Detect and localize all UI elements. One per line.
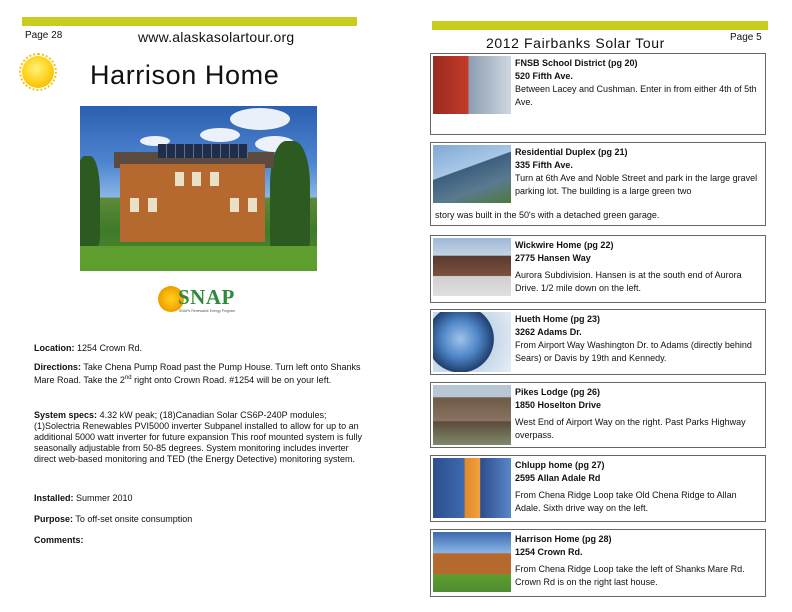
- school-photo: [433, 56, 511, 114]
- stop-address: 1850 Hoselton Drive: [515, 400, 602, 410]
- stop-address: 335 Fifth Ave.: [515, 160, 573, 170]
- stop-directions: From Airport Way Washington Dr. to Adams (directly behind Sears) or Davis by 19th and Kennedy.: [515, 340, 752, 363]
- stop-name: FNSB School District (pg 20): [515, 58, 638, 68]
- stop-address: 520 Fifth Ave.: [515, 71, 573, 81]
- stop-directions: Turn at 6th Ave and Noble Street and park in the large gravel parking lot. The building is a large green two: [515, 173, 758, 196]
- stop-directions-continued: story was built in the 50's with a detached green garage.: [435, 210, 660, 220]
- snap-logo: [158, 286, 248, 318]
- stop-name: Hueth Home (pg 23): [515, 314, 601, 324]
- hueth-photo: [433, 312, 511, 372]
- stop-name: Wickwire Home (pg 22): [515, 240, 614, 250]
- directions-sup: nd: [124, 375, 132, 381]
- directions-label: Directions:: [34, 362, 82, 372]
- left-page-number: Page 28: [25, 30, 63, 41]
- chlupp-photo: [433, 458, 511, 518]
- installed-label: Installed:: [34, 493, 74, 503]
- snap-logo-tagline: SNAPs Renewable Energy Program: [179, 309, 236, 313]
- snap-logo-text: SNAP: [178, 285, 235, 309]
- stop-address: 2595 Allan Adale Rd: [515, 473, 601, 483]
- stop-directions: West End of Airport Way on the right. Past Parks Highway overpass.: [515, 417, 746, 440]
- stop-address: 3262 Adams Dr.: [515, 327, 582, 337]
- house-photo: [80, 106, 317, 271]
- tour-stop-card[interactable]: [430, 309, 766, 375]
- left-accent-bar: [22, 17, 357, 26]
- stop-directions: From Chena Ridge Loop take the left of Shanks Mare Rd. Crown Rd is on the right last house.: [515, 564, 745, 587]
- right-accent-bar: [432, 21, 768, 30]
- purpose-value: To off-set onsite consumption: [75, 514, 193, 524]
- stop-directions: Between Lacey and Cushman. Enter in from either 4th of 5th Ave.: [515, 84, 757, 107]
- system-specs-label: System specs:: [34, 410, 98, 420]
- duplex-photo: [433, 145, 511, 203]
- pikes-lodge-photo: [433, 385, 511, 445]
- stop-name: Chlupp home (pg 27): [515, 460, 605, 470]
- tour-stop-card[interactable]: [430, 53, 766, 135]
- location-row: [34, 343, 364, 354]
- right-page-number: Page 5: [730, 32, 762, 43]
- tour-stop-card[interactable]: [430, 455, 766, 522]
- comments-row: [34, 535, 364, 546]
- tour-stop-card[interactable]: [430, 235, 766, 303]
- stop-name: Pikes Lodge (pg 26): [515, 387, 601, 397]
- directions-text-1: Take Chena Pump Road past the Pump House. Turn left onto Shanks Mare Road. Take the 2: [34, 362, 361, 385]
- stop-name: Residential Duplex (pg 21): [515, 147, 628, 157]
- directions-row: [34, 362, 364, 386]
- stop-address: 1254 Crown Rd.: [515, 547, 583, 557]
- system-specs-text: 4.32 kW peak; (18)Canadian Solar CS6P-240P modules; (1)Solectria Renewables PVI5000 inverter Subpanel installed to allow for up to an additional 5000 watt inverter for future expansion This roof mounted system is fully seasonally adjustable from 50-85 degrees. System monitoring includes inverter direct web-based monitoring and TED (the Energy Detective) monitoring system.: [34, 410, 363, 464]
- sun-icon: [22, 56, 54, 88]
- tour-stop-card[interactable]: [430, 529, 766, 597]
- stop-directions: From Chena Ridge Loop take Old Chena Ridge to Allan Adale. Sixth drive way on the left.: [515, 490, 737, 513]
- directions-text-2: right onto Crown Road. #1254 will be on your left.: [131, 375, 332, 385]
- location-label: Location:: [34, 343, 75, 353]
- page-title: Harrison Home: [90, 60, 280, 90]
- wickwire-photo: [433, 238, 511, 296]
- purpose-row: [34, 514, 364, 525]
- installed-value: Summer 2010: [76, 493, 133, 503]
- installed-row: [34, 493, 364, 504]
- purpose-label: Purpose:: [34, 514, 74, 524]
- location-value: 1254 Crown Rd.: [77, 343, 143, 353]
- website-link[interactable]: www.alaskasolartour.org: [138, 29, 295, 45]
- stop-name: Harrison Home (pg 28): [515, 534, 612, 544]
- stop-directions: Aurora Subdivision. Hansen is at the south end of Aurora Drive. 1/2 mile down on the left.: [515, 270, 742, 293]
- tour-stop-card[interactable]: [430, 142, 766, 226]
- tour-stop-card[interactable]: [430, 382, 766, 448]
- harrison-thumb-photo: [433, 532, 511, 592]
- tour-title: 2012 Fairbanks Solar Tour: [486, 35, 665, 51]
- comments-label: Comments:: [34, 535, 84, 545]
- stop-address: 2775 Hansen Way: [515, 253, 591, 263]
- system-specs-row: [34, 410, 364, 465]
